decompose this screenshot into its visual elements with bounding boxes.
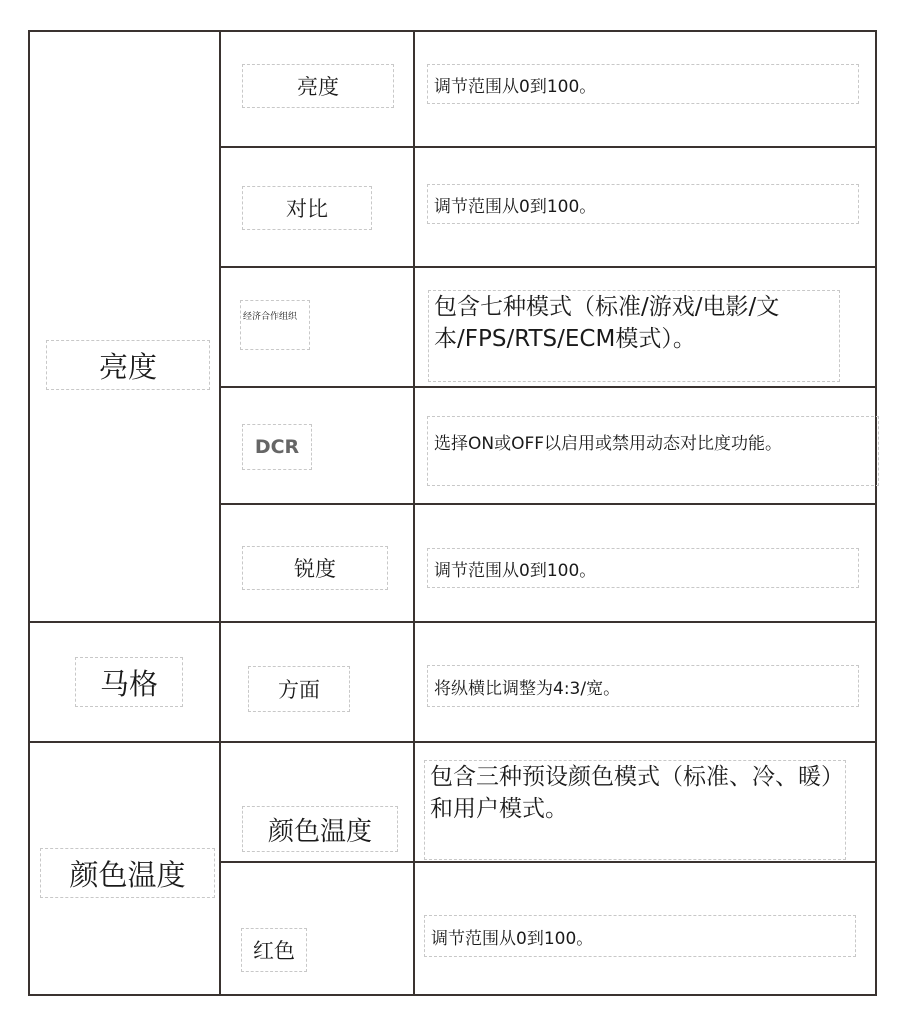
desc-dcr: 选择ON或OFF以启用或禁用动态对比度功能。 bbox=[427, 416, 879, 486]
item-label-red: 红色 bbox=[241, 928, 307, 972]
row-divider bbox=[219, 503, 877, 505]
group-divider bbox=[28, 741, 877, 743]
item-label-brightness: 亮度 bbox=[242, 64, 394, 108]
item-label-eco-mode: 经济合作组织 bbox=[240, 300, 310, 350]
column-divider-2 bbox=[413, 30, 415, 996]
group-divider bbox=[28, 621, 877, 623]
group-label-brightness: 亮度 bbox=[46, 340, 210, 390]
row-divider bbox=[219, 861, 877, 863]
desc-brightness: 调节范围从0到100。 bbox=[427, 64, 859, 104]
desc-contrast: 调节范围从0到100。 bbox=[427, 184, 859, 224]
desc-eco-mode: 包含七种模式（标准/游戏/电影/文本/FPS/RTS/ECM模式）。 bbox=[428, 290, 840, 382]
desc-color-temp: 包含三种预设颜色模式（标准、冷、暖）和用户模式。 bbox=[424, 760, 846, 860]
column-divider-1 bbox=[219, 30, 221, 996]
item-label-dcr: DCR bbox=[242, 424, 312, 470]
row-divider bbox=[219, 386, 877, 388]
row-divider bbox=[219, 146, 877, 148]
group-label-mag: 马格 bbox=[75, 657, 183, 707]
group-label-color-temp: 颜色温度 bbox=[40, 848, 215, 898]
item-label-sharpness: 锐度 bbox=[242, 546, 388, 590]
desc-red: 调节范围从0到100。 bbox=[424, 915, 856, 957]
desc-sharpness: 调节范围从0到100。 bbox=[427, 548, 859, 588]
row-divider bbox=[219, 266, 877, 268]
item-label-aspect: 方面 bbox=[248, 666, 350, 712]
item-label-color-temp: 颜色温度 bbox=[242, 806, 398, 852]
desc-aspect: 将纵横比调整为4:3/宽。 bbox=[427, 665, 859, 707]
item-label-contrast: 对比 bbox=[242, 186, 372, 230]
